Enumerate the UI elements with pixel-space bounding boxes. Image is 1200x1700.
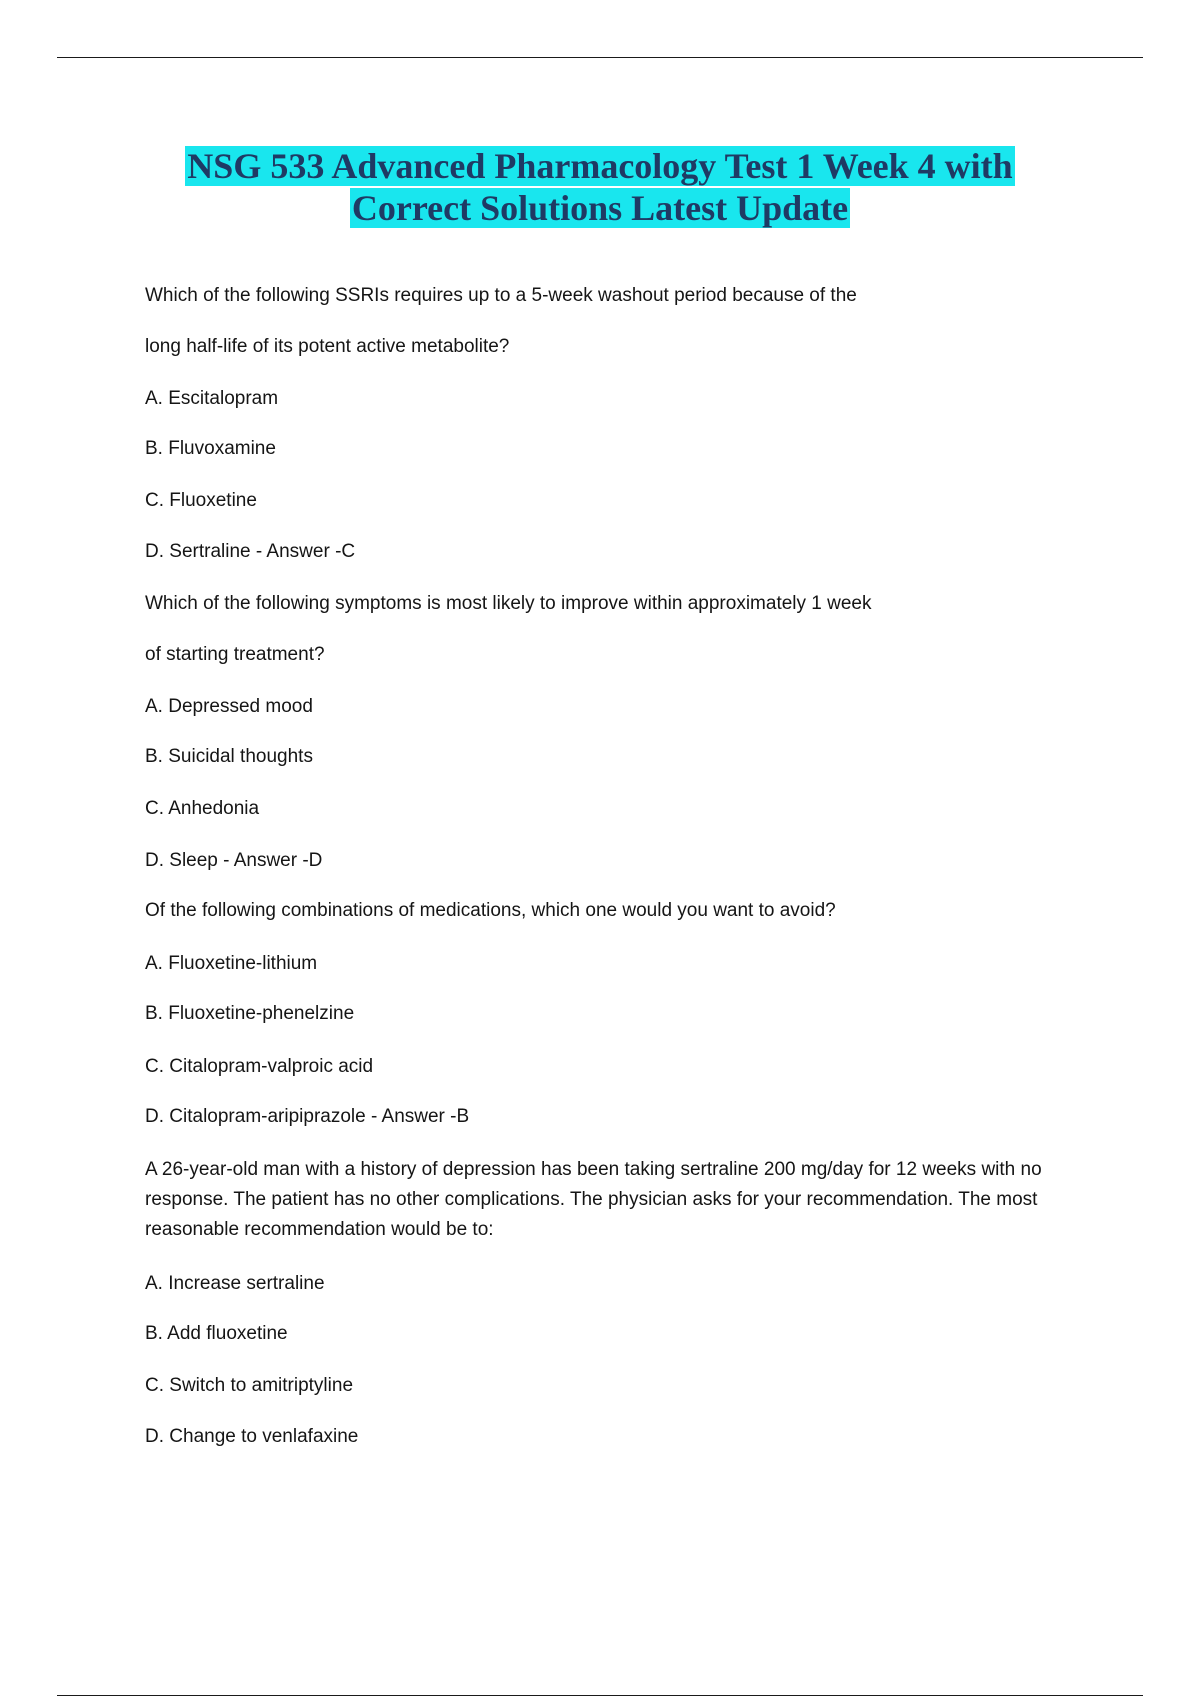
question-4-option-a: A. Increase sertraline — [145, 1273, 325, 1294]
question-1-stem-line-1: Which of the following SSRIs requires up to a 5-week washout period because of the — [145, 285, 857, 306]
question-2-stem-line-2: of starting treatment? — [145, 644, 325, 665]
question-3-option-d: D. Citalopram-aripiprazole - Answer -B — [145, 1106, 470, 1127]
question-3-option-a: A. Fluoxetine-lithium — [145, 953, 318, 974]
question-2-option-c: C. Anhedonia — [145, 798, 260, 819]
question-2-option-a: A. Depressed mood — [145, 696, 313, 717]
question-4-option-b: B. Add fluoxetine — [145, 1323, 288, 1344]
bottom-rule — [57, 1695, 1143, 1696]
question-1-option-b: B. Fluvoxamine — [145, 438, 276, 459]
question-1-option-c: C. Fluoxetine — [145, 490, 257, 511]
question-3-option-b: B. Fluoxetine-phenelzine — [145, 1003, 355, 1024]
title-line-1: NSG 533 Advanced Pharmacology Test 1 Week 4 with — [187, 146, 1013, 186]
question-3-option-c: C. Citalopram-valproic acid — [145, 1056, 374, 1077]
question-4-option-c: C. Switch to amitriptyline — [145, 1375, 354, 1396]
question-1-option-d: D. Sertraline - Answer -C — [145, 541, 356, 562]
top-rule — [57, 57, 1143, 58]
question-1-option-a: A. Escitalopram — [145, 388, 279, 409]
question-3-stem-line-1: Of the following combinations of medications, which one would you want to avoid? — [145, 900, 836, 921]
question-2-option-d: D. Sleep - Answer -D — [145, 850, 323, 871]
question-2-stem-line-1: Which of the following symptoms is most likely to improve within approximately 1 week — [145, 593, 872, 614]
question-2-option-b: B. Suicidal thoughts — [145, 746, 313, 767]
question-4-option-d: D. Change to venlafaxine — [145, 1426, 359, 1447]
title-line-2: Correct Solutions Latest Update — [351, 188, 849, 228]
question-4-stem: A 26-year-old man with a history of depression has been taking sertraline 200 mg/day for 12 weeks with no response. The patient has no other complications. The physician asks for your recommendation. The most reasonable recommendation would be to: — [145, 1159, 1042, 1240]
question-1-stem-line-2: long half-life of its potent active metabolite? — [145, 336, 510, 357]
